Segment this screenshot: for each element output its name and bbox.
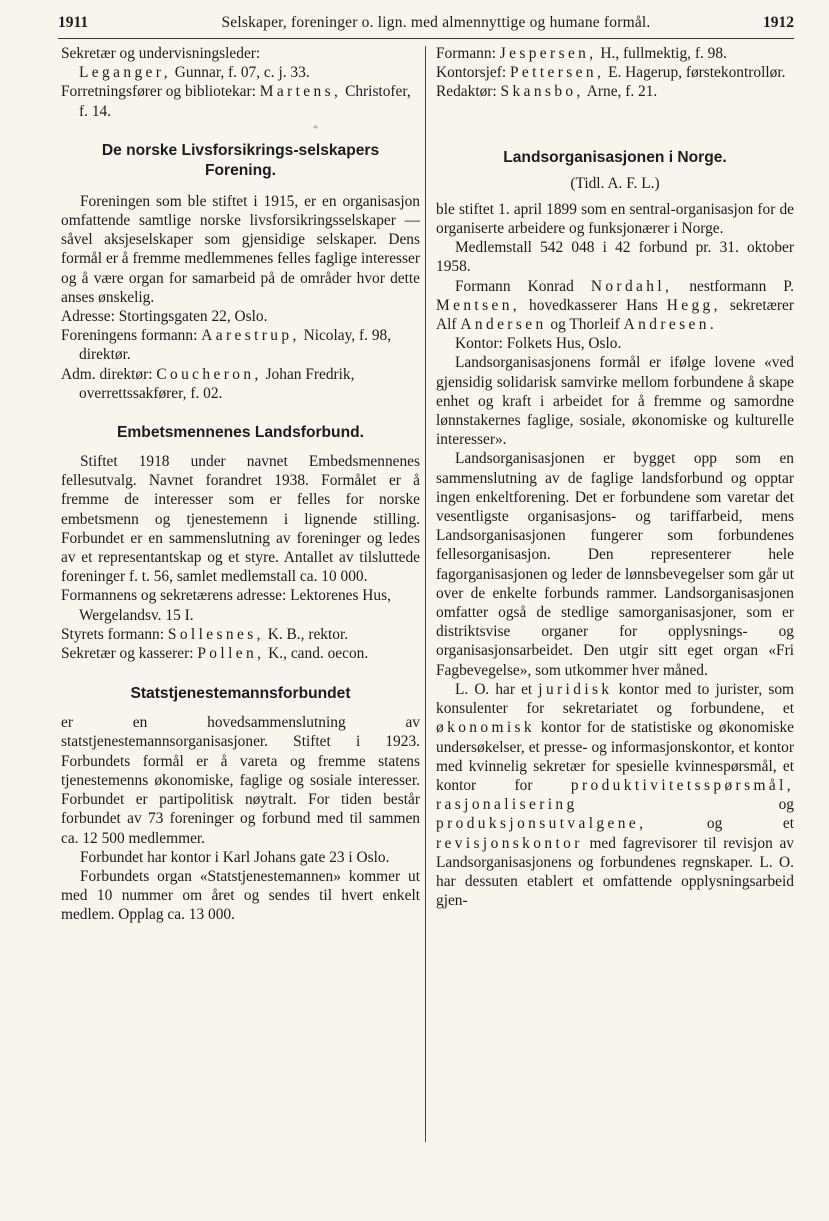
right-column bbox=[436, 44, 794, 910]
lo-text: og et bbox=[646, 815, 794, 833]
lo-purpose: Landsorganisasjonens formål er ifølge lovene «ved gjensidig solidarisk samvirke mellom forbundene å skape enhet og kraft i arbeidet for å fremme og samordne lønnstakernes faglige, sosiale, økonomiske og kulturelle interesser». bbox=[436, 354, 794, 449]
embetsmennenes-chair bbox=[61, 625, 420, 644]
separator-mark: * bbox=[312, 122, 319, 135]
lo-spaced-term: revisjonskontor bbox=[436, 834, 583, 852]
lo-text: hovedkasserer Hans bbox=[520, 296, 667, 314]
director-label: Adm. direktør: bbox=[61, 365, 157, 383]
board-chair-surname: Sollesnes, bbox=[167, 625, 264, 643]
statstjenestemanns-organ: Forbundets organ «Statstjenestemannen» kommer ut med 10 nummer om året og sendes til hvert enkelt medlem. Opplag ca. 13 000. bbox=[61, 867, 420, 924]
office-chief-surname: Pettersen, bbox=[509, 64, 605, 82]
lo-name-nordahl: Nordahl, bbox=[590, 277, 673, 295]
statstjenestemanns-office: Forbundet har kontor i Karl Johans gate 23 i Oslo. bbox=[80, 848, 390, 866]
lo-spaced-term: økonomisk bbox=[436, 719, 536, 737]
office-chief-details: E. Hagerup, førstekontrollør. bbox=[604, 64, 786, 82]
director-details: Johan Fredrik, overrettssakfører, f. 02. bbox=[79, 365, 355, 402]
livsforsikring-chair bbox=[61, 326, 420, 364]
chair-label: Foreningens formann: bbox=[61, 327, 202, 345]
left-column bbox=[61, 44, 420, 925]
livsforsikring-director bbox=[61, 365, 420, 403]
heading-embetsmennenes: Embetsmennenes Landsforbund. bbox=[117, 424, 364, 442]
secretary-details: Gunnar, f. 07, c. j. 33. bbox=[170, 64, 310, 82]
treasurer-label: Sekretær og kasserer: bbox=[61, 645, 198, 663]
lo-text: med fagrevisorer til revisjon av Landsorganisasjonens og forbundenes regnskaper. L. O. har dessuten etablert et omfattende opplysningsarbeid gjen- bbox=[436, 834, 794, 910]
lo-name-hegg: Hegg, bbox=[666, 296, 721, 314]
top-chair-details: H., fullmektig, f. 98. bbox=[596, 45, 727, 62]
heading-livsforsikring: De norske Livsforsikrings-selskapers Forening. bbox=[101, 141, 380, 179]
lo-spaced-term: juridisk bbox=[538, 680, 613, 698]
lo-founded: ble stiftet 1. april 1899 som en sentral-organisasjon for de organiserte arbeidere og funksjonærer i Norge. bbox=[436, 200, 794, 238]
lo-leadership bbox=[436, 277, 794, 335]
manager-details: Christofer, f. 14. bbox=[79, 83, 411, 120]
statstjenestemanns-body: er en hovedsammenslutning av statstjenestemannsorganisasjoner. Stiftet i 1923. Forbundets formål er å vareta og fremme statens tjenestemenns økonomiske, faglige og sosiale interesser. Forbundet er partipolitisk nøytralt. For tiden består forbundet av 73 foreninger og forbund med til sammen ca. 12 500 medlemmer. bbox=[61, 714, 420, 847]
livsforsikring-body: Foreningen som ble stiftet i 1915, er en organisasjon omfattende samtlige norske livsforsikringsselskaper — såvel aksjeselskaper som gjensidige selskaper. Dens formål er å fremme medlemmenes felles faglige interesser og å være organ for samarbeid på de områder hvor dette anses ønskelig. bbox=[61, 192, 420, 306]
lo-name-mentsen: Mentsen, bbox=[436, 296, 521, 314]
header-rule bbox=[58, 38, 794, 39]
director-surname: Coucheron, bbox=[156, 365, 262, 383]
editor-surname: Skansbo, bbox=[500, 83, 584, 101]
editor-details: Arne, f. 21. bbox=[583, 83, 658, 101]
treasurer-surname: Pollen, bbox=[197, 645, 265, 663]
secretary-surname: Leganger, bbox=[79, 64, 171, 82]
board-chair-label: Styrets formann: bbox=[61, 625, 168, 643]
secretary-line bbox=[61, 44, 420, 63]
lo-name-andersen: Andersen bbox=[460, 316, 547, 334]
lo-spaced-term: produksjonsutvalgene, bbox=[436, 815, 647, 833]
office-chief-label: Kontorsjef: bbox=[436, 64, 510, 82]
top-office-chief bbox=[436, 63, 794, 82]
lo-text: og Thorleif bbox=[546, 316, 624, 334]
heading-landsorganisasjonen: Landsorganisasjonen i Norge. bbox=[503, 148, 727, 166]
lo-subtitle: (Tidl. A. F. L.) bbox=[570, 174, 660, 192]
column-divider bbox=[425, 46, 426, 1142]
secretary-name-line bbox=[61, 63, 420, 82]
board-chair-details: K. B., rektor. bbox=[263, 625, 349, 643]
top-chair-surname: Jespersen, bbox=[499, 45, 597, 62]
chair-surname: Aarestrup, bbox=[201, 327, 300, 345]
lo-spaced-term: produktivitetsspørsmål, bbox=[570, 776, 794, 794]
lo-text: L. O. har et bbox=[455, 680, 539, 698]
treasurer-details: K., cand. oecon. bbox=[264, 645, 369, 663]
lo-spaced-term: rasjonalisering bbox=[436, 796, 578, 814]
lo-text: nestformann P. bbox=[672, 277, 794, 295]
chair-details: Nicolay, f. 98, direktør. bbox=[79, 327, 392, 364]
editor-label: Redaktør: bbox=[436, 83, 501, 101]
top-editor bbox=[436, 82, 794, 101]
running-header bbox=[58, 10, 794, 36]
embetsmennenes-body: Stiftet 1918 under navnet Embedsmennenes fellesutvalg. Navnet forandret 1938. Formålet er å fremme de interesser som er felles for norske embetsmenn og tjenestemenn i lignende stilling. Forbundet er en sammenslutning av foreninger og ledes av et representantskap og et styre. Antallet av tilsluttede foreninger f. t. 56, samlet medlemstall ca. 10 000. bbox=[61, 453, 420, 586]
manager-line bbox=[61, 82, 420, 120]
livsforsikring-address: Adresse: Stortingsgaten 22, Oslo. bbox=[61, 308, 268, 326]
lo-structure: Landsorganisasjonen er bygget opp som en sammenslutning av de faglige landsforbund og opptar ingen enkeltforening. Det er forbundene som varetar det vesentligste organisasjons- og tariffarbeid, mens Landsorganisasjonen fungerer som forbundenes fellesorganisasjon. Den representerer hele fagorganisasjonen og leder de lønnsbevegelser som går ut over de enkelte forbunds rammer. Landsorganisasjonen omfatter også de stedlige samorganisasjoner, som er distriktsvise organer for opplysnings- og organisasjonsarbeidet. Den utgir sitt eget organ «Fri Fagbevegelse», som utkommer hver måned. bbox=[436, 450, 794, 679]
embetsmennenes-address: Formannens og sekretærens adresse: Lektorenes Hus, Wergelandsv. 15 I. bbox=[61, 587, 391, 624]
lo-text: Formann Konrad bbox=[455, 277, 591, 295]
lo-text: kontor for de statistiske og økonomiske undersøkelser, et presse- og informasjonskontor, et kontor med kvinnelig sekretær for spesielle kvinnespørsmål, et kontor for bbox=[436, 719, 794, 794]
top-chair-label: Formann: bbox=[436, 45, 500, 62]
embetsmennenes-secretary bbox=[61, 644, 420, 663]
lo-offices bbox=[436, 680, 794, 910]
lo-office: Kontor: Folkets Hus, Oslo. bbox=[455, 335, 622, 353]
manager-surname: Martens, bbox=[259, 83, 342, 101]
top-chair bbox=[436, 44, 794, 63]
lo-name-andresen: Andresen. bbox=[623, 316, 718, 334]
lo-text: sekretærer Alf bbox=[436, 296, 794, 334]
secretary-label: Sekretær og undervisningsleder: bbox=[61, 45, 261, 62]
heading-statstjenestemanns: Statstjenestemannsforbundet bbox=[130, 685, 351, 703]
page-number-right: 1912 bbox=[763, 14, 794, 31]
lo-text: kontor med to jurister, som konsulenter for sekretariatet og forbundene, et bbox=[436, 680, 794, 718]
lo-text: og bbox=[577, 796, 794, 814]
lo-membership: Medlemstall 542 048 i 42 forbund pr. 31. oktober 1958. bbox=[436, 239, 794, 276]
running-title: Selskaper, foreninger o. lign. med almennyttige og humane formål. bbox=[221, 14, 651, 31]
page-number-left: 1911 bbox=[58, 14, 89, 31]
manager-label: Forretningsfører og bibliotekar: bbox=[61, 83, 260, 101]
